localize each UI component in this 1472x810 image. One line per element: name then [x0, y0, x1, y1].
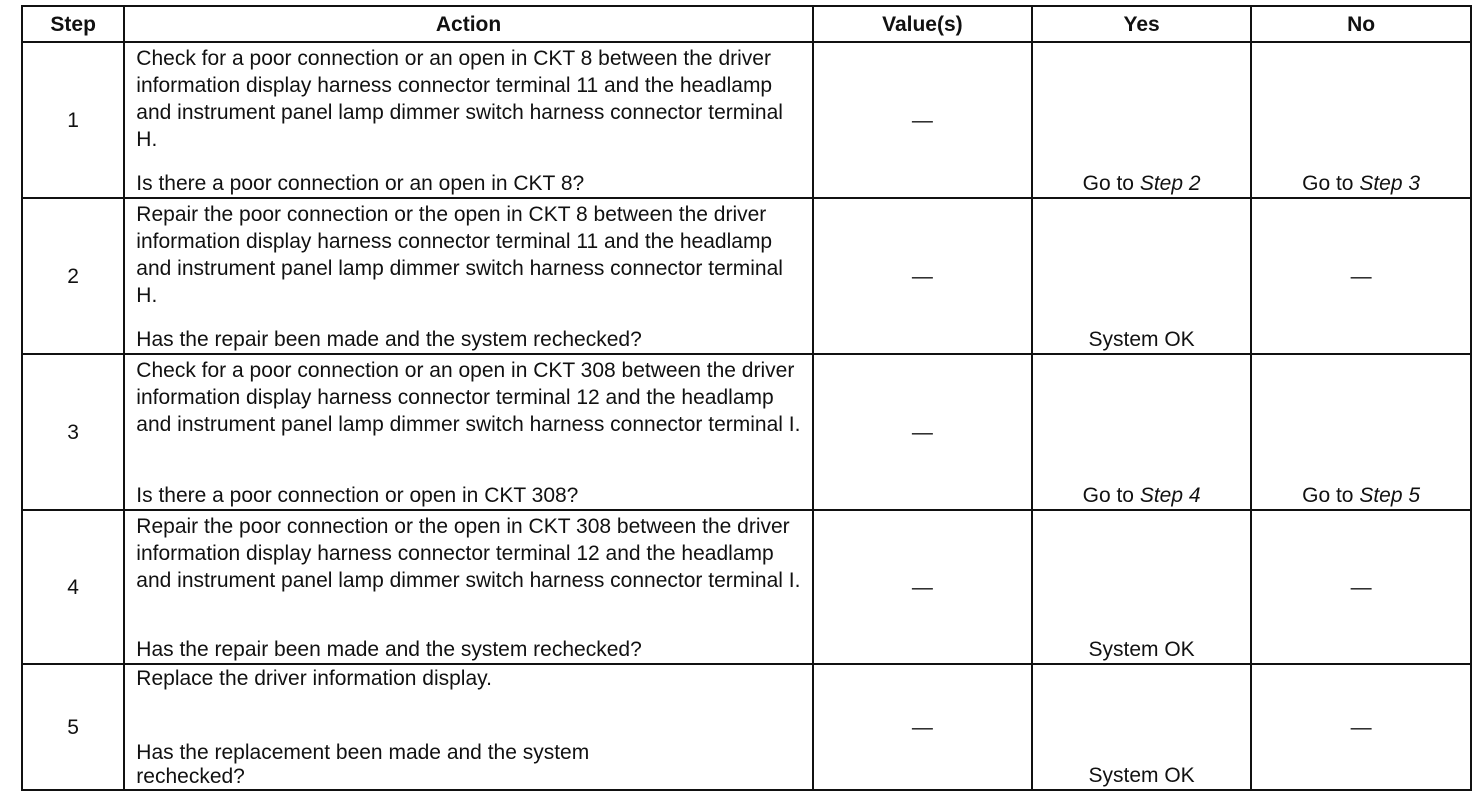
no-step-link[interactable]: Step 3 [1359, 172, 1421, 195]
values-cell: — [813, 42, 1032, 198]
action-instruction: Repair the poor connection or the open in CKT 308 between the driver information display harness connector terminal 12 and the headlamp and instrument panel lamp dimmer switch harness connector terminal I. [136, 515, 801, 592]
no-prefix: Go to [1302, 484, 1360, 507]
yes-result: System OK [1088, 764, 1195, 787]
action-instruction: Check for a poor connection or an open in CKT 8 between the driver information display harness connector terminal 11 and the headlamp and instrument panel lamp dimmer switch harness connector terminal H. [136, 47, 783, 151]
yes-cell [1032, 664, 1251, 790]
yes-result: System OK [1088, 328, 1195, 351]
action-cell [124, 510, 812, 664]
action-question: Is there a poor connection or open in CKT 308? [136, 484, 579, 507]
diagnostic-table [21, 5, 1472, 791]
header-step: Step [22, 6, 124, 42]
no-prefix: Go to [1302, 172, 1360, 195]
table-row [22, 42, 1471, 198]
header-action: Action [124, 6, 812, 42]
step-number: 1 [22, 42, 124, 198]
yes-result: System OK [1088, 638, 1195, 661]
diagnostic-table-container [21, 5, 1472, 791]
table-row [22, 664, 1471, 790]
yes-prefix: Go to [1082, 484, 1140, 507]
action-instruction: Replace the driver information display. [136, 667, 492, 690]
no-step-link[interactable]: Step 5 [1359, 484, 1421, 507]
values-cell: — [813, 510, 1032, 664]
yes-cell [1032, 42, 1251, 198]
no-cell [1251, 42, 1471, 198]
action-question: Has the repair been made and the system rechecked? [136, 638, 642, 661]
action-cell [124, 664, 812, 790]
step-number: 5 [22, 664, 124, 790]
no-cell: — [1251, 510, 1471, 664]
header-yes: Yes [1032, 6, 1251, 42]
yes-cell [1032, 354, 1251, 510]
action-instruction: Check for a poor connection or an open in CKT 308 between the driver information display harness connector terminal 12 and the headlamp and instrument panel lamp dimmer switch harness connector terminal I. [136, 359, 801, 436]
yes-cell [1032, 198, 1251, 354]
header-no: No [1251, 6, 1471, 42]
values-cell: — [813, 664, 1032, 790]
no-cell: — [1251, 198, 1471, 354]
step-number: 3 [22, 354, 124, 510]
header-row [22, 6, 1471, 42]
action-question: Has the replacement been made and the system rechecked? [136, 741, 590, 788]
action-instruction: Repair the poor connection or the open in CKT 8 between the driver information display harness connector terminal 11 and the headlamp and instrument panel lamp dimmer switch harness connector terminal H. [136, 203, 783, 307]
header-values: Value(s) [813, 6, 1032, 42]
action-cell [124, 354, 812, 510]
yes-step-link[interactable]: Step 2 [1139, 172, 1201, 195]
action-cell [124, 198, 812, 354]
values-cell: — [813, 354, 1032, 510]
no-cell: — [1251, 664, 1471, 790]
yes-prefix: Go to [1082, 172, 1140, 195]
step-number: 4 [22, 510, 124, 664]
action-question: Is there a poor connection or an open in CKT 8? [136, 172, 585, 195]
action-question: Has the repair been made and the system rechecked? [136, 328, 642, 351]
values-cell: — [813, 198, 1032, 354]
table-row [22, 354, 1471, 510]
yes-step-link[interactable]: Step 4 [1139, 484, 1201, 507]
table-row [22, 198, 1471, 354]
table-row [22, 510, 1471, 664]
step-number: 2 [22, 198, 124, 354]
yes-cell [1032, 510, 1251, 664]
action-cell [124, 42, 812, 198]
no-cell [1251, 354, 1471, 510]
